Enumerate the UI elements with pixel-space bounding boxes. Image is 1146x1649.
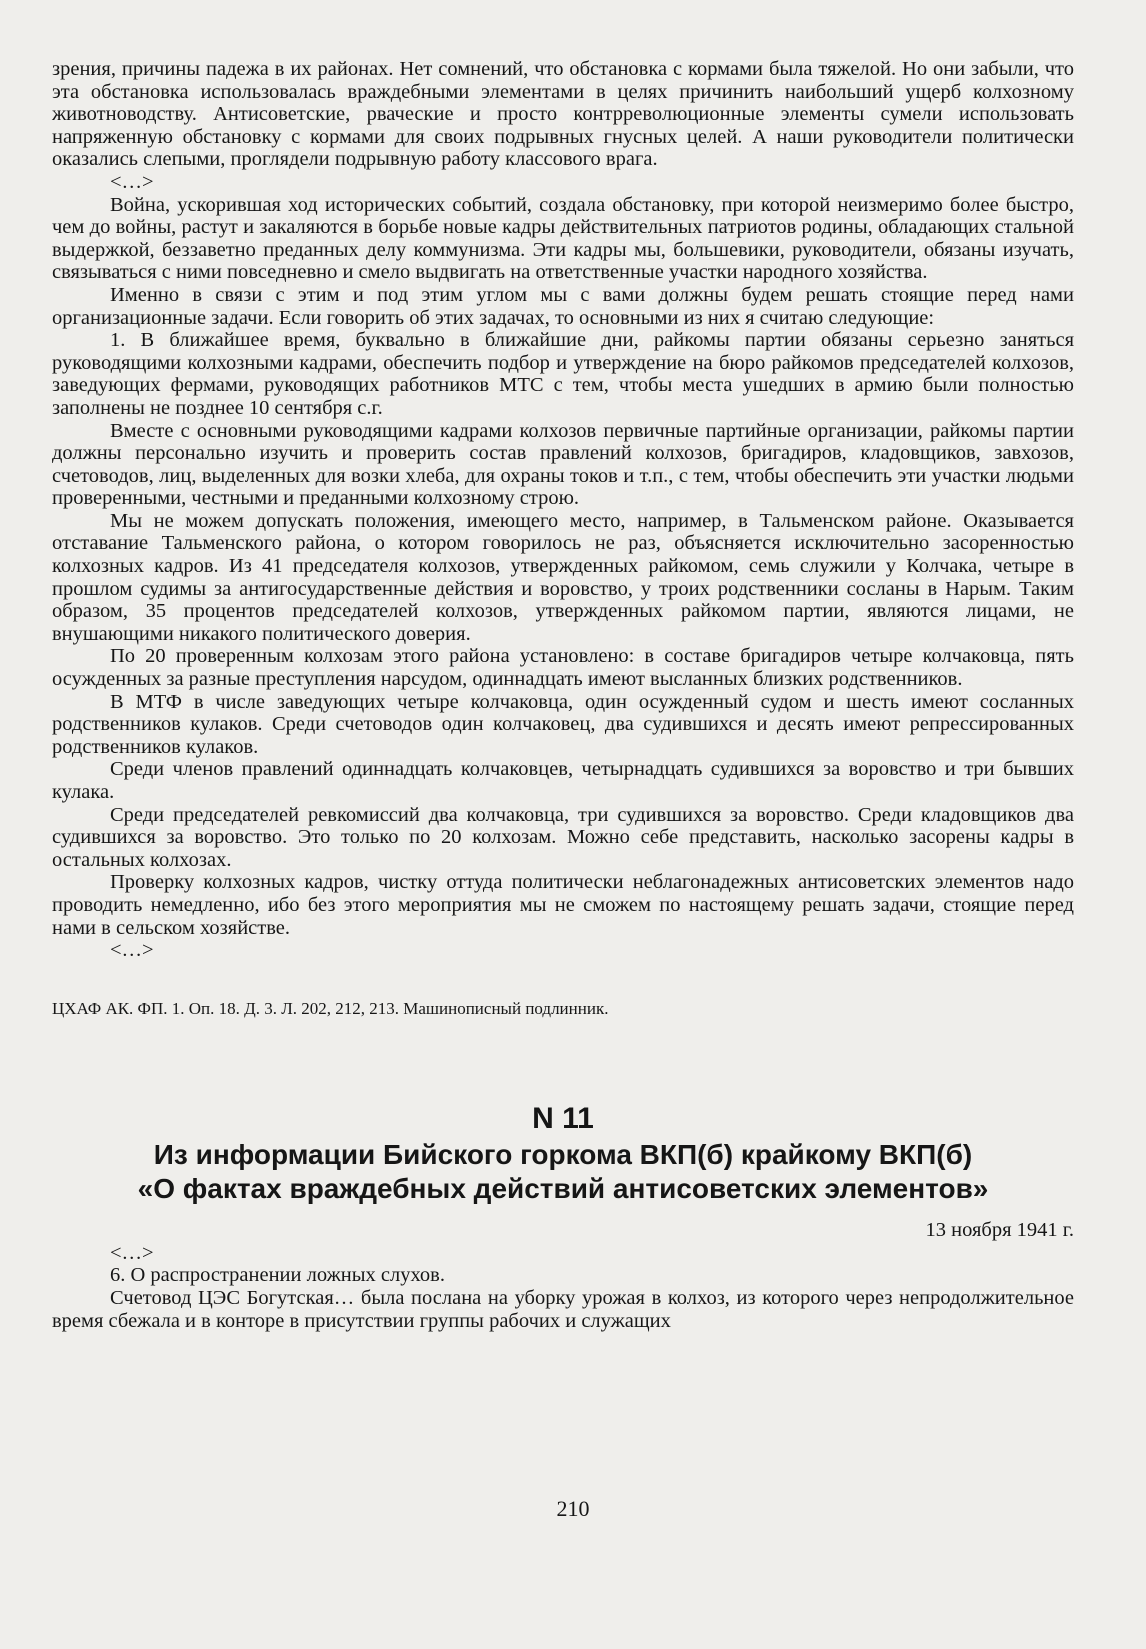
page-number: 210 — [556, 1496, 590, 1521]
paragraph: Среди членов правлений одиннадцать колчаковцев, четырнадцать судившихся за воровство и три бывших кулака. — [52, 758, 1074, 803]
paragraph: Проверку колхозных кадров, чистку оттуда политически неблагонадежных антисоветских элементов надо проводить немедленно, ибо без этого мероприятия мы не сможем по настоящему решать задачи, стоящие перед нами в сельском хозяйстве. — [52, 871, 1074, 939]
paragraph: Счетовод ЦЭС Богутская… была послана на уборку урожая в колхоз, из которого через непродолжительное время сбежала и в конторе в присутствии группы рабочих и служащих — [52, 1286, 1074, 1332]
paragraph: 6. О распространении ложных слухов. — [110, 1264, 445, 1287]
paragraph: Именно в связи с этим и под этим углом мы с вами должны будем решать стоящие перед нами организационные задачи. Если говорить об этих задачах, то основными из них я считаю следующие: — [52, 283, 1074, 329]
document-number: N 11 — [532, 1101, 594, 1135]
archive-source: ЦХАФ АК. ФП. 1. Оп. 18. Д. 3. Л. 202, 212, 213. Машинописный подлинник. — [52, 998, 609, 1018]
document-title-line: «О фактах враждебных действий антисоветских элементов» — [137, 1172, 989, 1204]
paragraph: По 20 проверенным колхозам этого района установлено: в составе бригадиров четыре колчаковца, пять осужденных за разные преступления нарсудом, одиннадцать имеют высланных близких родственников. — [52, 645, 1074, 691]
omission-mark: <…> — [110, 939, 154, 962]
omission-mark: <…> — [110, 170, 154, 193]
document-body — [52, 1242, 1074, 1332]
paragraph: Среди председателей ревкомиссий два колчаковца, три судившихся за воровство. Среди кладовщиков два судившихся за воровство. Это только по 20 колхозам. Можно себе представить, насколько засорены кадры в остальных колхозах. — [52, 803, 1074, 871]
paragraph: 1. В ближайшее время, буквально в ближайшие дни, райкомы партии обязаны серьезно заняться руководящими колхозными кадрами, обеспечить подбор и утверждение на бюро райкомов председателей колхозов, заведующих фермами, руководящих работников МТС с тем, чтобы места ушедших в армию были полностью заполнены не позднее 10 сентября с.г. — [52, 329, 1074, 419]
document-title-line: Из информации Бийского горкома ВКП(б) крайкому ВКП(б) — [153, 1138, 973, 1170]
paragraph: Война, ускорившая ход исторических событий, создала обстановку, при которой неизмеримо более быстро, чем до войны, растут и закаляются в борьбе новые кадры действительных патриотов родины, обладающих стальной выдержкой, беззаветно преданных делу коммунизма. Эти кадры мы, большевики, руководители, обязаны изучать, связываться с ними повседневно и смело выдвигать на ответственные участки народного хозяйства. — [52, 193, 1074, 284]
paragraph: зрения, причины падежа в их районах. Нет сомнений, что обстановка с кормами была тяжелой. Но они забыли, что эта обстановка использовалась враждебными элементами в целях причинить наибольший ущерб колхозному животноводству. Антисоветские, рваческие и просто контрреволюционные элементы сумели использовать напряженную обстановку с кормами для своих подрывных гнусных целей. А наши руководители политически оказались слепыми, проглядели подрывную работу классового врага. — [52, 58, 1074, 171]
paragraph: В МТФ в числе заведующих четыре колчаковца, один осужденный судом и шесть имеют сосланных родственников кулаков. Среди счетоводов один колчаковец, два судившихся и десять имеют репрессированных родственников кулаков. — [52, 690, 1074, 758]
paragraph: Мы не можем допускать положения, имеющего место, например, в Тальменском районе. Оказывается отставание Тальменского района, о котором говорилось не раз, объясняется исключительно засоренностью колхозных кадров. Из 41 председателя колхозов, утвержденных райкомом, семь служили у Колчака, четыре в прошлом судимы за антигосударственные действия и воровство, у троих родственники сосланы в Нарым. Таким образом, 35 процентов председателей колхозов, утвержденных райкомом партии, являются лицами, не внушающими никакого политического доверия. — [52, 509, 1074, 645]
document-date: 13 ноября 1941 г. — [925, 1218, 1074, 1241]
document-title — [52, 1138, 1074, 1206]
body-text — [52, 58, 1074, 962]
omission-mark: <…> — [110, 1241, 154, 1264]
paragraph: Вместе с основными руководящими кадрами колхозов первичные партийные организации, райкомы партии должны персонально изучить и проверить состав правлений колхозов, бригадиров, кладовщиков, завхозов, счетоводов, лиц, выделенных для возки хлеба, для охраны токов и т.п., с тем, чтобы обеспечить эти участки людьми проверенными, честными и преданными колхозному строю. — [52, 419, 1074, 510]
